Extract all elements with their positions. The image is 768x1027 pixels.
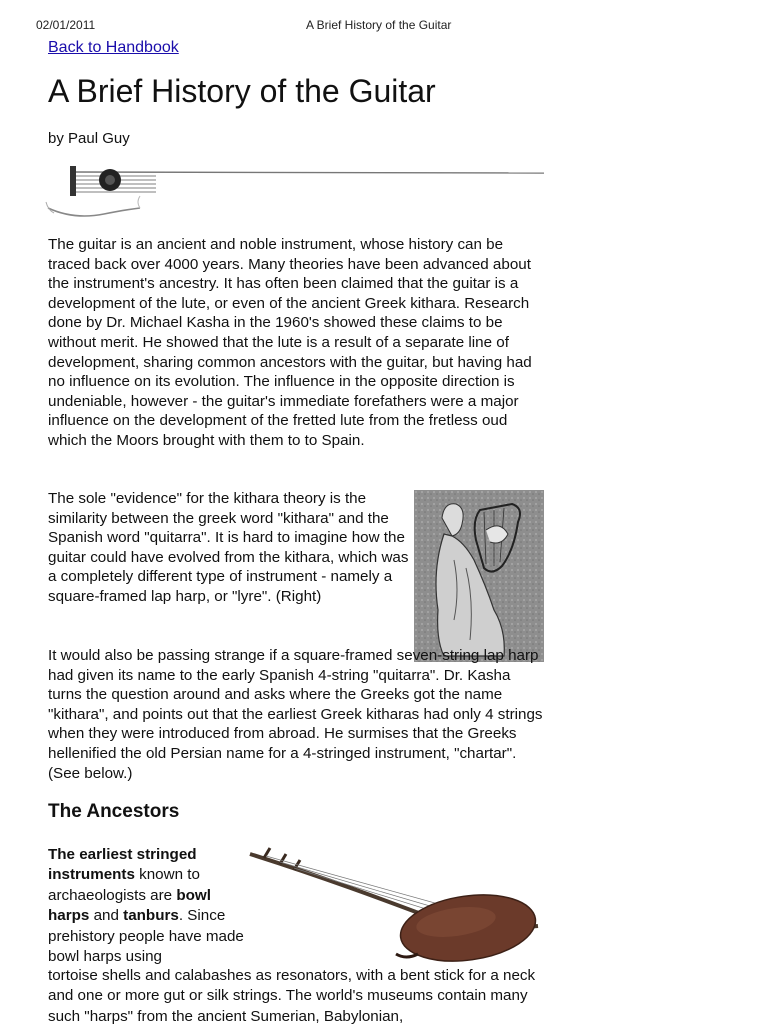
paragraph-ancestors	[48, 845, 244, 967]
page-title: A Brief History of the Guitar	[48, 73, 436, 109]
paragraph-intro: The guitar is an ancient and noble instrument, whose history can be traced back over 4000 years. Many theories have been advanced about the instrument's ancestry. It has often been claimed that the guitar is a development of the lute, or even of the ancient Greek kithara. Research done by Dr. Michael Kasha in the 1960's showed these claims to be without merit. He showed that the lute is a result of a separate line of development, sharing common ancestors with the guitar, but having had no influence on its evolution. The influence in the opposite direction is undeniable, however - the guitar's immediate forefathers were a major influence on the development of the fretted lute from the fretless oud which the Moors brought with them to to Spain.	[48, 236, 532, 449]
bold-earliest-stringed: The earliest stringed instruments	[48, 846, 197, 884]
print-header-date: 02/01/2011	[36, 18, 96, 32]
paragraph-name-origin: It would also be passing strange if a square-framed seven-string lap harp had given its name to the early Spanish 4-string "quitarra". Dr. Kasha turns the question around and asks where the Greeks got the name "kithara", and points out that the earliest Greek kitharas had only 4 strings when they were introduced from abroad. He surmises that the Greeks hellenified the old Persian name for a 4-stringed instrument, "chartar". (See below.)	[48, 647, 543, 782]
byline: by Paul Guy	[48, 130, 130, 147]
lyre-player-image	[414, 490, 544, 662]
text-known-to: known to archaeologists are	[48, 866, 200, 904]
back-to-handbook-link[interactable]: Back to Handbook	[48, 39, 179, 56]
section-heading-ancestors: The Ancestors	[48, 801, 180, 822]
bold-tanburs: tanburs	[123, 907, 179, 925]
guitar-illustration	[44, 158, 546, 222]
bold-bowl-harps: bowl harps	[48, 886, 211, 925]
print-header-title: A Brief History of the Guitar	[306, 18, 452, 32]
paragraph-kithara: The sole "evidence" for the kithara theory is the similarity between the greek word "kithara" and the Spanish word "quitarra". It is hard to imagine how the guitar could have evolved from the kithara, which was a completely different type of instrument - namely a square-framed lap harp, or "lyre". (Right)	[48, 490, 409, 605]
text-and: and	[89, 907, 124, 925]
paragraph-ancestors-continued: tortoise shells and calabashes as resonators, with a bent stick for a neck and one or more gut or silk strings. The world's museums contain many such "harps" from the ancient Sumerian, Babylonian,	[48, 967, 536, 1025]
text-since-prehistory: . Since prehistory people have made bowl harps using	[48, 907, 244, 966]
bowl-harp-image	[246, 842, 546, 966]
